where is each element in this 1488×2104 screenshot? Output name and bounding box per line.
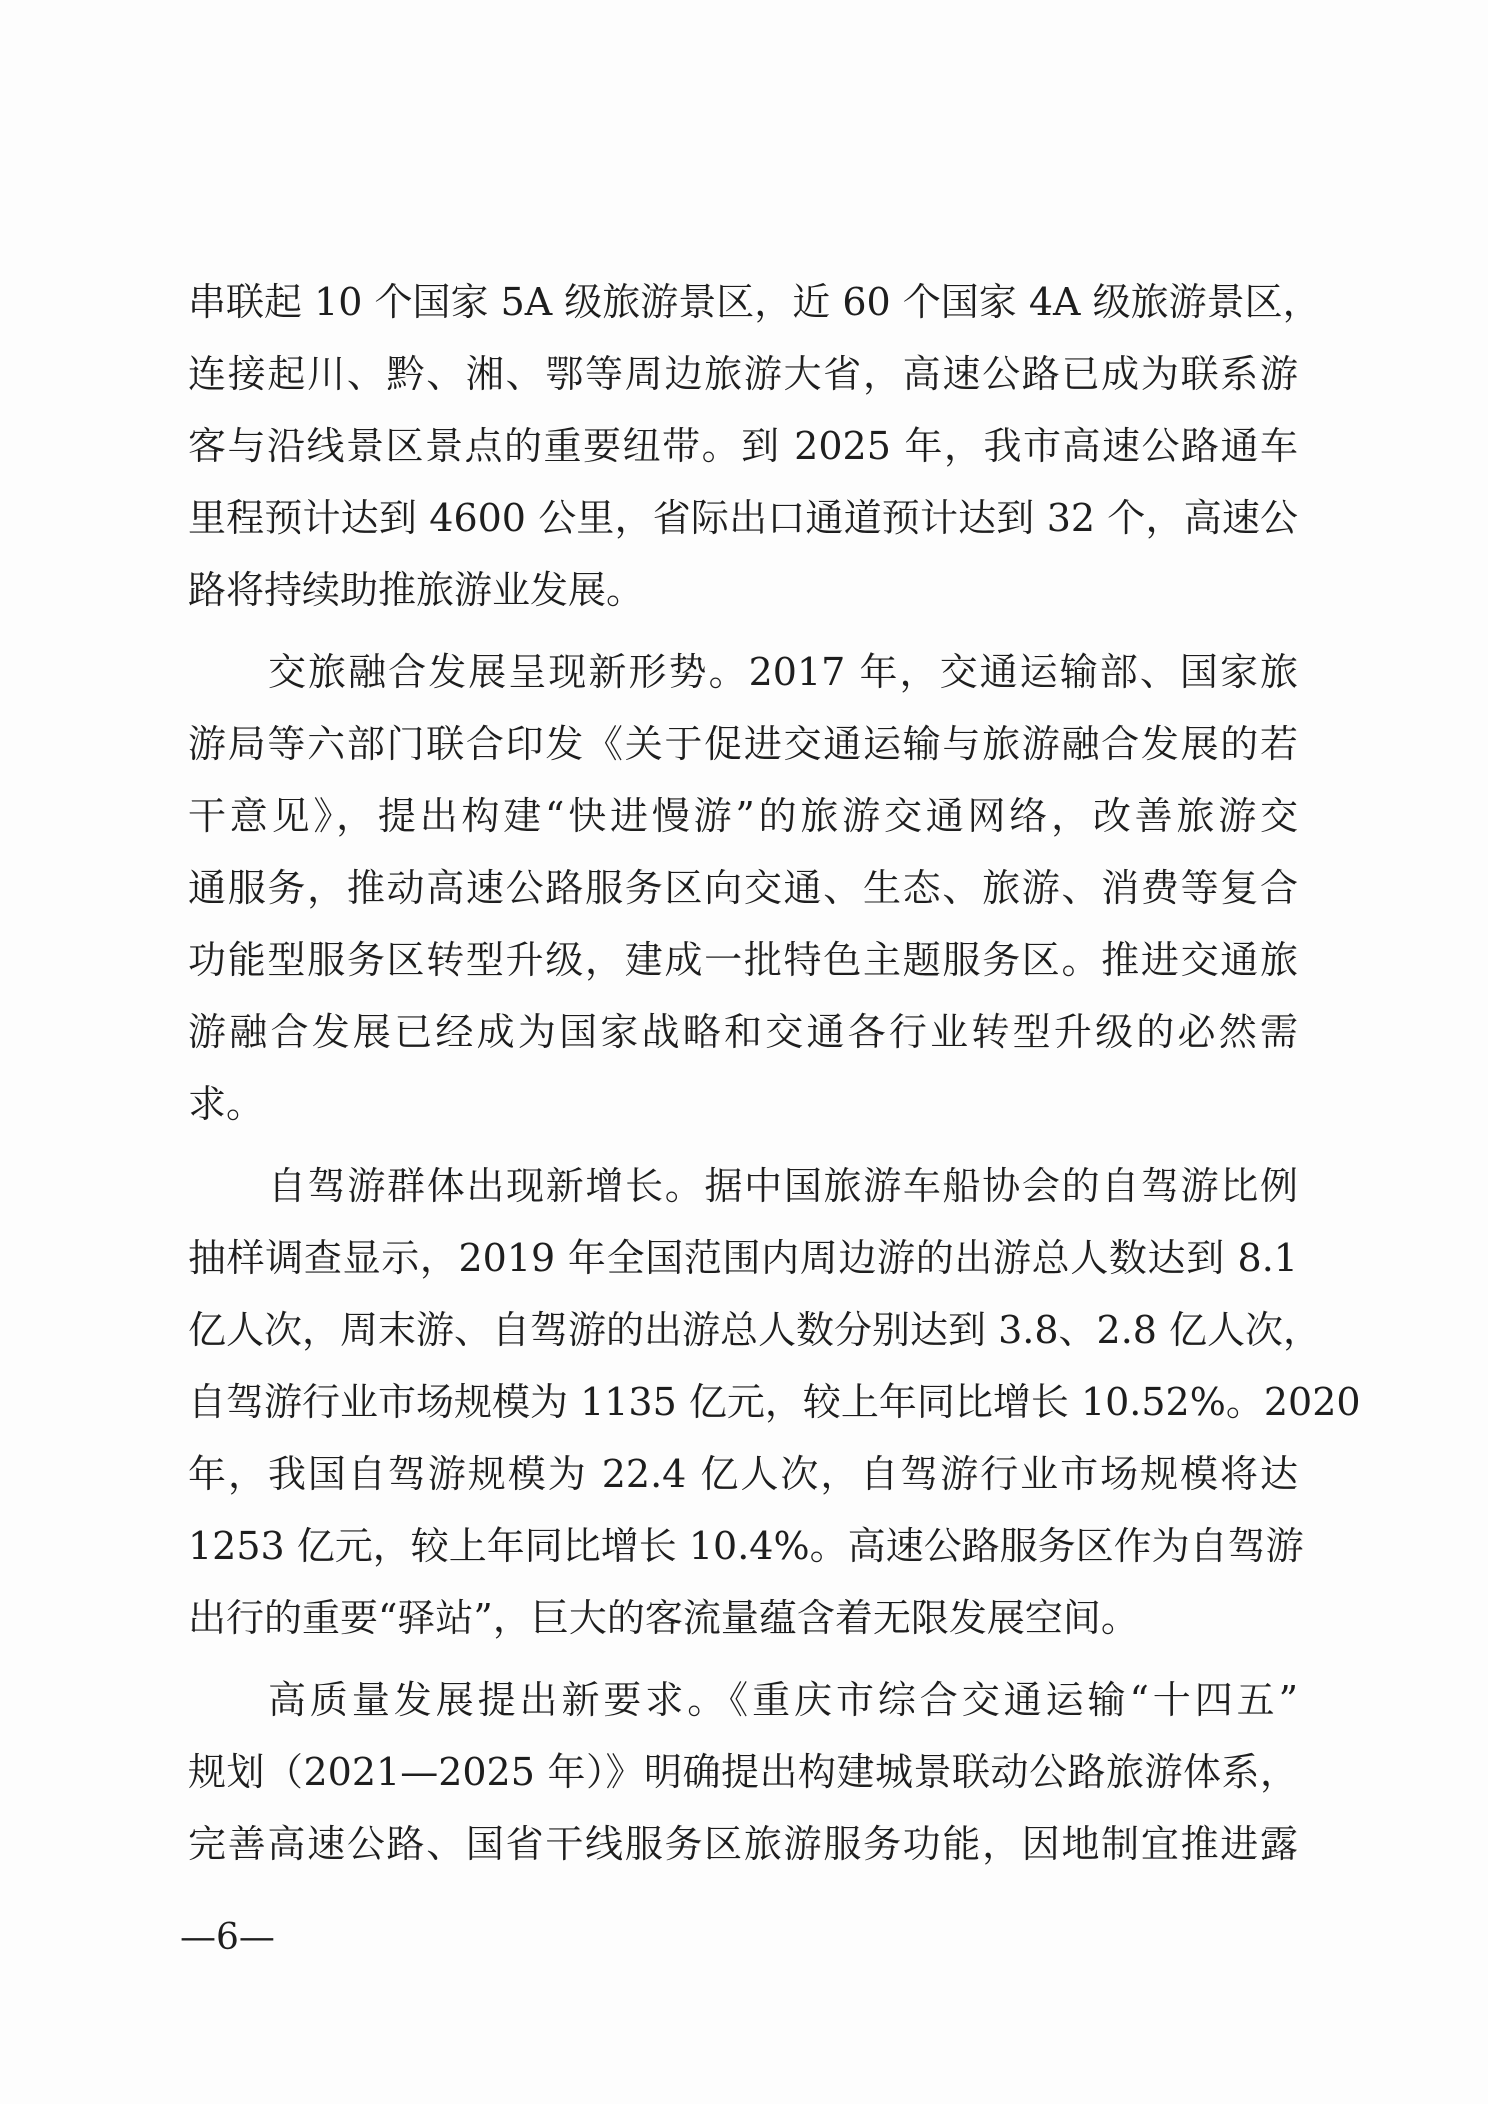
text-line: 干意见》，提出构建“快进慢游”的旅游交通网络，改善旅游交 [188,794,1298,838]
text-line: 抽样调查显示，2019 年全国范围内周边游的出游总人数达到 8.1 [188,1236,1298,1280]
text-line: 亿人次，周末游、自驾游的出游总人数分别达到 3.8、2.8 亿人次， [188,1308,1322,1352]
text-line: 路将持续助推旅游业发展。 [188,568,645,612]
text-line: 1253 亿元，较上年同比增长 10.4%。高速公路服务区作为自驾游 [188,1524,1304,1568]
text-line: 年，我国自驾游规模为 22.4 亿人次，自驾游行业市场规模将达 [188,1452,1298,1496]
text-line: 游局等六部门联合印发《关于促进交通运输与旅游融合发展的若 [188,722,1298,766]
paragraph-heading-line: 自驾游群体出现新增长。据中国旅游车船协会的自驾游比例 [268,1164,1298,1208]
paragraph-heading-line: 高质量发展提出新要求。《重庆市综合交通运输“十四五” [268,1678,1298,1722]
text-line: 完善高速公路、国省干线服务区旅游服务功能，因地制宜推进露 [188,1822,1298,1866]
text-line: 规划（2021—2025 年）》明确提出构建城景联动公路旅游体系， [188,1750,1298,1794]
text-line: 客与沿线景区景点的重要纽带。到 2025 年，我市高速公路通车 [188,424,1298,468]
text-line: 游融合发展已经成为国家战略和交通各行业转型升级的必然需 [188,1010,1298,1054]
paragraph-heading-line: 交旅融合发展呈现新形势。2017 年，交通运输部、国家旅 [268,650,1298,694]
text-line: 串联起 10 个国家 5A 级旅游景区，近 60 个国家 4A 级旅游景区， [188,280,1321,324]
page-number: —6— [180,1917,275,1958]
text-line: 出行的重要“驿站”，巨大的客流量蕴含着无限发展空间。 [188,1596,1139,1640]
text-line: 求。 [188,1082,265,1126]
text-line: 里程预计达到 4600 公里，省际出口通道预计达到 32 个，高速公 [188,496,1298,540]
text-line: 功能型服务区转型升级，建成一批特色主题服务区。推进交通旅 [188,938,1298,982]
text-line: 自驾游行业市场规模为 1135 亿元，较上年同比增长 10.52%。2020 [188,1380,1361,1424]
text-line: 连接起川、黔、湘、鄂等周边旅游大省，高速公路已成为联系游 [188,352,1298,396]
text-line: 通服务，推动高速公路服务区向交通、生态、旅游、消费等复合 [188,866,1298,910]
